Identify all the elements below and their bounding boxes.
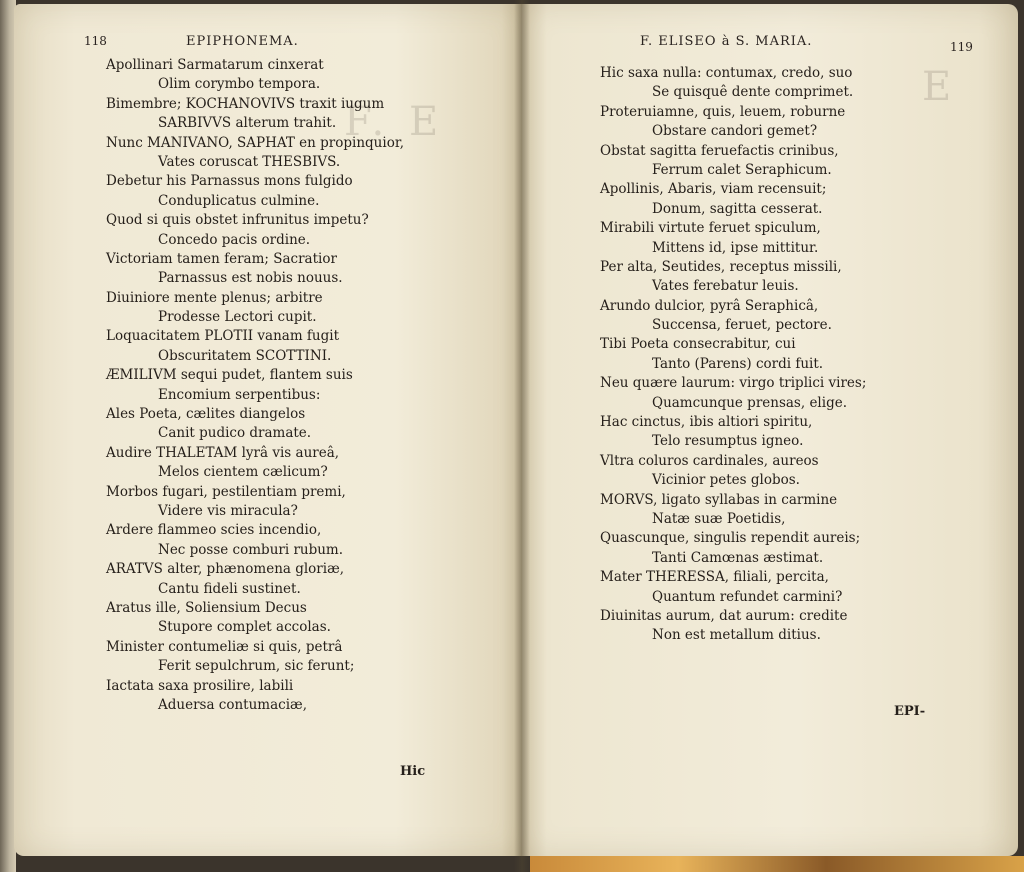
poem-lines-left bbox=[106, 56, 404, 715]
poem-line: Conduplicatus culmine. bbox=[158, 192, 320, 209]
page-number-left: 118 bbox=[84, 34, 107, 48]
bleed-through-text: F. E bbox=[344, 99, 445, 145]
poem-line: Parnassus est nobis nouus. bbox=[158, 270, 343, 287]
poem-line: Bimembre; KOCHANOVIVS traxit iugum bbox=[106, 95, 385, 112]
poem-line: Tanti Camœnas æstimat. bbox=[652, 549, 824, 566]
poem-line: Per alta, Seutides, receptus missili, bbox=[600, 258, 842, 275]
poem-line: Apollinis, Abaris, viam recensuit; bbox=[600, 181, 827, 198]
poem-line: Prodesse Lectori cupit. bbox=[158, 309, 317, 326]
poem-line: Tanto (Parens) cordi fuit. bbox=[652, 355, 824, 372]
poem-line: Ales Poeta, cælites diangelos bbox=[106, 406, 306, 423]
poem-line: Succensa, feruet, pectore. bbox=[652, 317, 832, 334]
poem-line: ARATVS alter, phænomena gloriæ, bbox=[106, 561, 345, 578]
poem-line: Mater THERESSA, filiali, percita, bbox=[600, 569, 829, 586]
poem-line: Quamcunque prensas, elige. bbox=[652, 394, 847, 411]
poem-line: Stupore complet accolas. bbox=[158, 619, 331, 636]
poem-line: Victoriam tamen feram; Sacratior bbox=[106, 250, 337, 267]
poem-line: MORVS, ligato syllabas in carmine bbox=[600, 491, 838, 508]
poem-line: Vicinior petes globos. bbox=[652, 472, 800, 489]
poem-line: Canit pudico dramate. bbox=[158, 425, 312, 442]
poem-line: Vates coruscat THESBIVS. bbox=[158, 153, 341, 170]
poem-line: Proteruiamne, quis, leuem, roburne bbox=[600, 103, 846, 120]
poem-line: Hac cinctus, ibis altiori spiritu, bbox=[600, 414, 813, 431]
poem-line: Ferit sepulchrum, sic ferunt; bbox=[158, 658, 355, 675]
poem-line: Ferrum calet Seraphicum. bbox=[652, 161, 832, 178]
poem-line: Se quisquê dente comprimet. bbox=[652, 84, 854, 101]
poem-line: Ardere flammeo scies incendio, bbox=[106, 522, 322, 539]
bleed-through-text: E bbox=[922, 64, 958, 110]
poem-line: Obstare candori gemet? bbox=[652, 123, 818, 140]
poem-line: Apollinari Sarmatarum cinxerat bbox=[106, 57, 324, 73]
poem-line: Quantum refundet carmini? bbox=[652, 588, 843, 605]
poem-line: Aratus ille, Soliensium Decus bbox=[106, 599, 307, 616]
poem-line: Melos cientem cælicum? bbox=[158, 464, 328, 481]
poem-line: Obscuritatem SCOTTINI. bbox=[158, 347, 332, 364]
poem-line: Arundo dulcior, pyrâ Seraphicâ, bbox=[600, 297, 819, 314]
poem-line: Vates ferebatur leuis. bbox=[652, 278, 799, 295]
poem-line: Loquacitatem PLOTII vanam fugit bbox=[106, 328, 340, 345]
poem-line: Telo resumptus igneo. bbox=[652, 433, 804, 450]
poem-line: Neu quære laurum: virgo triplici vires; bbox=[600, 375, 867, 392]
poem-lines-right bbox=[600, 64, 866, 646]
poem-line: Aduersa contumaciæ, bbox=[158, 696, 308, 713]
right-page bbox=[522, 4, 1018, 856]
page-number-right: 119 bbox=[950, 40, 973, 54]
poem-line: Diuinitas aurum, dat aurum: credite bbox=[600, 607, 848, 624]
poem-line: Audire THALETAM lyrâ vis aureâ, bbox=[106, 444, 340, 461]
poem-line: Nec posse comburi rubum. bbox=[158, 541, 344, 558]
running-head-left: EPIPHONEMA. bbox=[186, 34, 299, 49]
gutter bbox=[514, 0, 530, 872]
poem-line: Vltra coluros cardinales, aureos bbox=[600, 452, 819, 469]
poem-line: Mittens id, ipse mittitur. bbox=[652, 239, 819, 256]
poem-line: Obstat sagitta feruefactis crinibus, bbox=[600, 142, 839, 159]
poem-line: Iactata saxa prosilire, labili bbox=[106, 677, 294, 694]
catchword-right: EPI- bbox=[894, 704, 926, 719]
poem-line: Concedo pacis ordine. bbox=[158, 231, 311, 248]
poem-line: Quod si quis obstet infrunitus impetu? bbox=[106, 212, 369, 229]
poem-line: Olim corymbo tempora. bbox=[158, 76, 321, 93]
poem-line: Nunc MANIVANO, SAPHAT en propinquior, bbox=[106, 134, 405, 151]
poem-line: SARBIVVS alterum trahit. bbox=[158, 115, 337, 132]
left-page bbox=[14, 4, 522, 856]
poem-line: Mirabili virtute feruet spiculum, bbox=[600, 220, 821, 237]
poem-line: ÆMILIVM sequi pudet, flantem suis bbox=[106, 367, 353, 384]
catchword-left: Hic bbox=[400, 764, 426, 779]
poem-line: Minister contumeliæ si quis, petrâ bbox=[106, 638, 343, 655]
poem-line: Videre vis miracula? bbox=[158, 502, 298, 519]
poem-line: Natæ suæ Poetidis, bbox=[652, 510, 786, 527]
running-head-right: F. ELISEO à S. MARIA. bbox=[640, 34, 813, 49]
poem-line: Encomium serpentibus: bbox=[158, 386, 321, 403]
poem-line: Debetur his Parnassus mons fulgido bbox=[106, 173, 353, 190]
background-fabric bbox=[530, 856, 1024, 872]
poem-line: Tibi Poeta consecrabitur, cui bbox=[600, 336, 796, 353]
poem-line: Donum, sagitta cesserat. bbox=[652, 200, 823, 217]
poem-line: Non est metallum ditius. bbox=[652, 627, 821, 644]
poem-line: Hic saxa nulla: contumax, credo, suo bbox=[600, 65, 853, 81]
poem-line: Diuiniore mente plenus; arbitre bbox=[106, 289, 323, 306]
poem-line: Quascunque, singulis rependit aureis; bbox=[600, 530, 861, 547]
poem-line: Cantu fideli sustinet. bbox=[158, 580, 301, 597]
poem-line: Morbos fugari, pestilentiam premi, bbox=[106, 483, 346, 500]
